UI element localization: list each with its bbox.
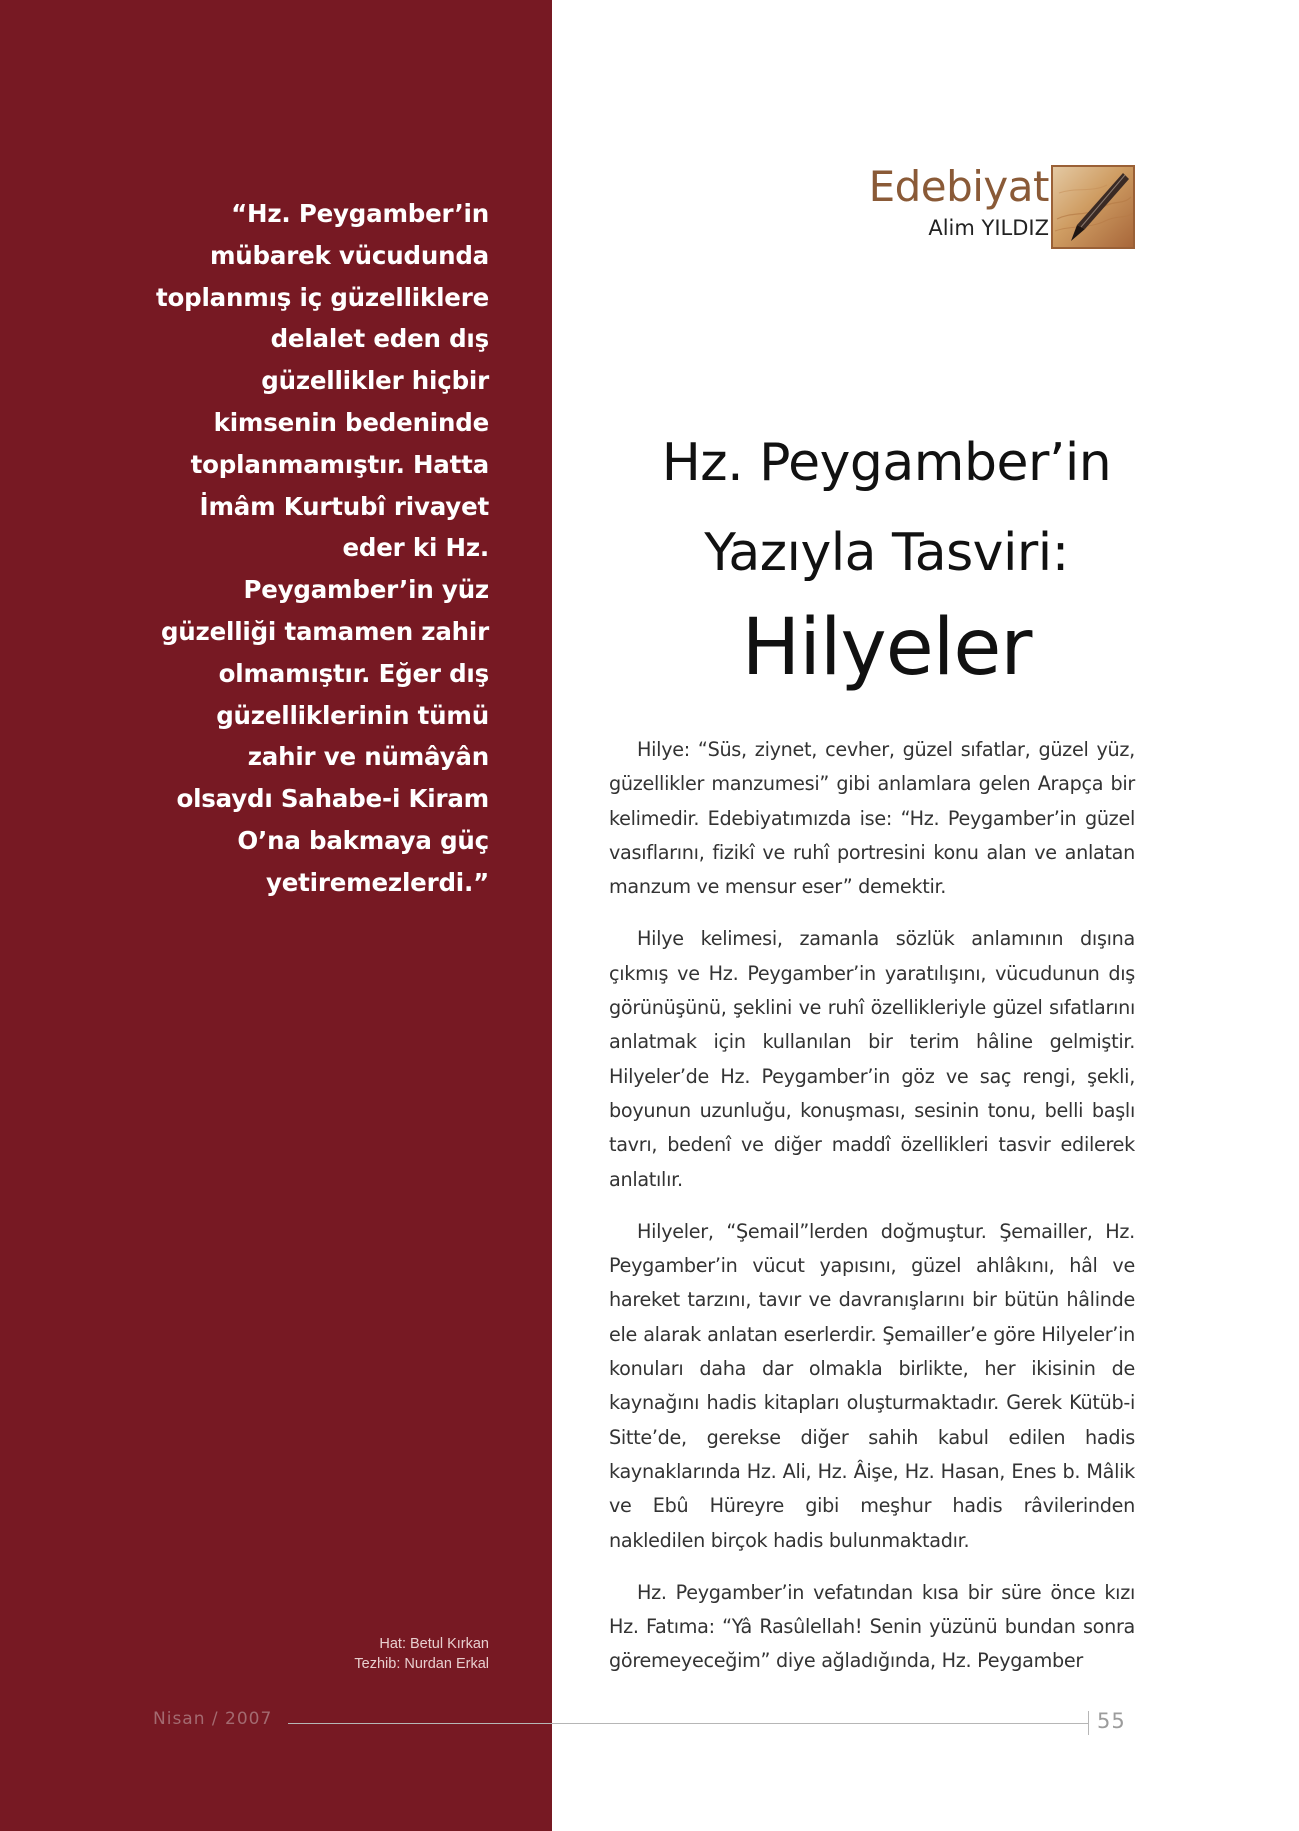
page-number: 55	[1097, 1709, 1126, 1733]
footer-divider-tick	[1088, 1711, 1089, 1735]
article-title	[604, 418, 1169, 698]
pen-on-paper-icon	[1051, 165, 1135, 249]
section-header	[869, 163, 1049, 241]
body-paragraph-4: Hz. Peygamber’in vefatından kısa bir süre önce kızı Hz. Fatıma: “Yâ Rasûlellah! Senin yüzünü bundan sonra göremeyeceğim” diye ağladığında, Hz. Peygamber	[609, 1580, 1135, 1673]
body-paragraph-2: Hilye kelimesi, zamanla sözlük anlamının dışına çıkmış ve Hz. Peygamber’in yaratılışını, vücudunun dış görünüşünü, şeklini ve ruhî özellikleriyle güzel sıfatlarını anlatmak için kullanılan bir terim hâline gelmiştir. Hilyeler’de Hz. Peygamber’in göz ve saç rengi, şekli, boyunun uzunluğu, konuşması, sesinin tonu, belli başlı tavrı, bedenî ve diğer maddî özellikleri tasvir edilerek anlatılır.	[609, 927, 1135, 1191]
footer-divider	[288, 1723, 1088, 1724]
author-name: Alim YILDIZ	[928, 216, 1049, 240]
image-credits	[354, 1634, 489, 1674]
section-label: Edebiyat	[868, 162, 1049, 211]
title-line-1: Hz. Peygamber’in	[661, 433, 1112, 493]
title-line-3: Hilyeler	[741, 603, 1032, 693]
issue-date: Nisan / 2007	[153, 1709, 273, 1729]
body-paragraph-3: Hilyeler, “Şemail”lerden doğmuştur. Şemailler, Hz. Peygamber’in vücut yapısını, güzel ahlâkını, hâl ve hareket tarzını, tavır ve davranışlarını bir bütün hâlinde ele alarak anlatan eserlerdir. Şemailler’e göre Hilyeler’in konuları daha dar olmakla birlikte, her ikisinin de kaynağını hadis kitapları oluşturmaktadır. Gerek Kütüb-i Sitte’de, gerekse diğer sahih kabul edilen hadis kaynaklarında Hz. Ali, Hz. Âişe, Hz. Hasan, Enes b. Mâlik ve Ebû Hüreyre gibi meşhur hadis râvilerinden nakledilen birçok hadis bulunmaktadır.	[609, 1219, 1135, 1552]
title-line-2: Yazıyla Tasviri:	[704, 523, 1069, 583]
credit-calligraphy: Hat: Betul Kırkan	[379, 1636, 489, 1652]
pull-quote: “Hz. Peygamber’in mübarek vücudunda toplanmış iç güzelliklere delalet eden dış güzellikler hiçbir kimsenin bedeninde toplanmamıştır. Hatta İmâm Kurtubî rivayet eder ki Hz. Peygamber’in yüz güzelliği tamamen zahir olmamıştır. Eğer dış güzelliklerinin tümü zahir ve nümâyân olsaydı Sahabe-i Kiram O’na bakmaya güç yetiremezlerdi.”	[156, 199, 489, 897]
article-body	[609, 733, 1135, 1697]
body-paragraph-1: Hilye: “Süs, ziynet, cevher, güzel sıfatlar, güzel yüz, güzellikler manzumesi” gibi anlamlara gelen Arapça bir kelimedir. Edebiyatımızda ise: “Hz. Peygamber’in güzel vasıflarını, fizikî ve ruhî portresini konu alan ve anlatan manzum ve mensur eser” demektir.	[609, 738, 1135, 899]
credit-illumination: Tezhib: Nurdan Erkal	[354, 1656, 489, 1672]
sidebar-panel	[0, 0, 552, 1831]
